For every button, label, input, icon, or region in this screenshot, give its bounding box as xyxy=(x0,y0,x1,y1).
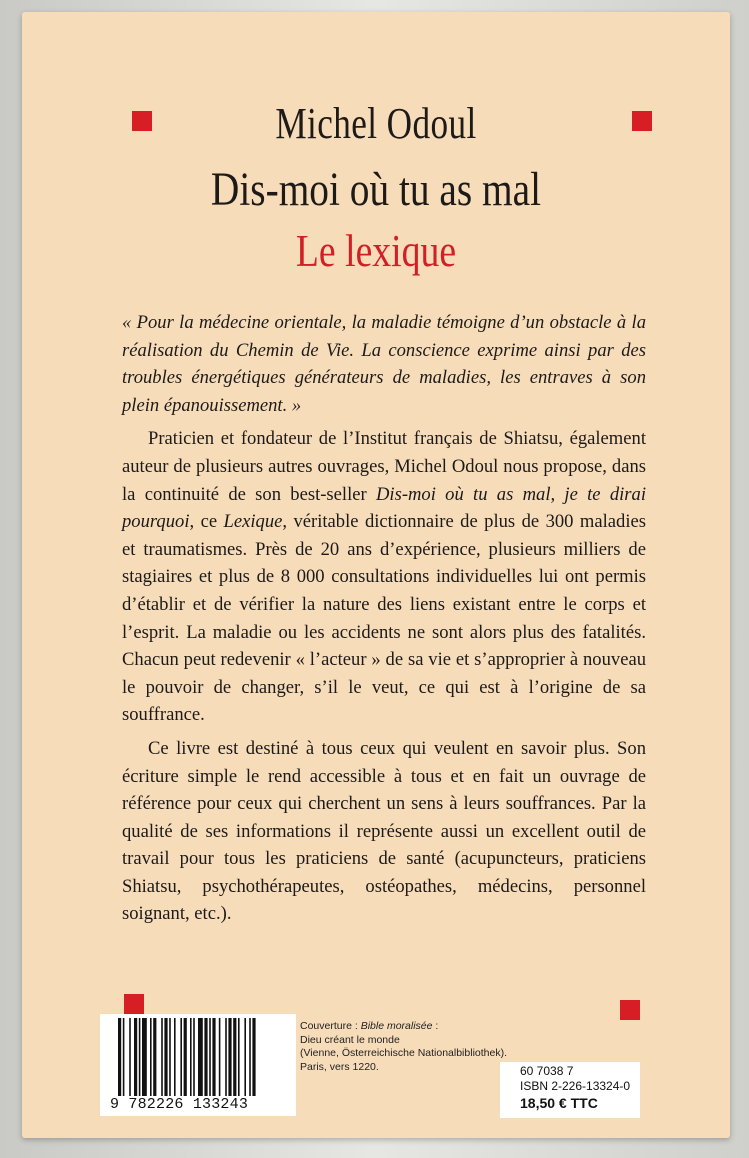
blurb-paragraph-1 xyxy=(122,425,646,729)
isbn-price-box xyxy=(500,1062,640,1118)
reference-number: 60 7038 7 xyxy=(520,1064,574,1078)
credits-line-2: Dieu créant le monde xyxy=(300,1033,400,1046)
author-name: Michel Odoul xyxy=(275,99,477,148)
blurb-text xyxy=(122,309,646,934)
isbn: ISBN 2-226-13324-0 xyxy=(520,1079,631,1093)
credits-line-4: Paris, vers 1220. xyxy=(300,1060,379,1073)
blurb-p1-lexique: Lexique xyxy=(223,511,283,533)
credits-work: Bible moralisée xyxy=(360,1020,433,1032)
blurb-paragraph-2: Ce livre est destiné à tous ceux qui veulent en savoir plus. Son écriture simple le rend accessible à tous et en fait un ouvrage de référence pour ceux qui cherchent un sens à leurs souffrances. Par la qualité de ses informations il représente aussi un excellent outil de travail pour tous les praticiens de santé (acupuncteurs, praticiens Shiatsu, psychothérapeutes, ostéopathes, médecins, personnel soignant, etc.). xyxy=(122,737,646,925)
credits-line-1 xyxy=(300,1020,520,1034)
book-back-cover xyxy=(22,12,730,1138)
credits-line-3: (Vienne, Österreichische Nationalbibliothek). xyxy=(300,1047,507,1059)
blurb-quote: « Pour la médecine orientale, la maladie témoigne d’un obstacle à la réalisation du Chemin de Vie. La conscience exprime ainsi par des troubles énergétiques générateurs de maladies, les entraves à son plein épanouissement. » xyxy=(122,312,646,416)
blurb-p1-book-reference: Dis-moi où tu as mal, je te dirai pourquoi xyxy=(122,483,646,533)
blurb-p1-part-a: Praticien et fondateur de l’Institut français de Shiatsu, également auteur de plusieurs autres ouvrages, Michel Odoul nous propose, dans la continuité de son best-seller xyxy=(122,428,646,505)
barcode-icon xyxy=(118,1018,294,1096)
blurb-p1-part-b: , ce xyxy=(189,511,224,533)
blurb-p1-part-c: , véritable dictionnaire de plus de 300 maladies et traumatismes. Près de 20 ans d’expérience, plusieurs milliers de stagiaires et plus de 8 000 consultations individuelles lui ont permis d’établir et de vérifier la nature des liens existant entre le corps et l’esprit. La maladie ou les accidents ne sont alors plus des fatalités. Chacun peut redevenir « l’acteur » de sa vie et s’approprier à nouveau le pouvoir de changer, s’il le veut, ce qui est à l’origine de sa souffrance. xyxy=(122,511,646,726)
book-title: Dis-moi où tu as mal xyxy=(210,163,542,216)
cover-credits xyxy=(300,1020,520,1074)
book-subtitle: Le lexique xyxy=(295,225,457,276)
barcode-digits: 9 782226 133243 xyxy=(110,1096,249,1113)
credits-label-end: : xyxy=(432,1020,439,1032)
red-square-bottom-right xyxy=(620,1000,640,1020)
barcode-label xyxy=(100,1014,296,1116)
price: 18,50 € TTC xyxy=(520,1095,598,1111)
red-square-bottom-left xyxy=(124,994,144,1014)
credits-label: Couverture : xyxy=(300,1020,361,1032)
